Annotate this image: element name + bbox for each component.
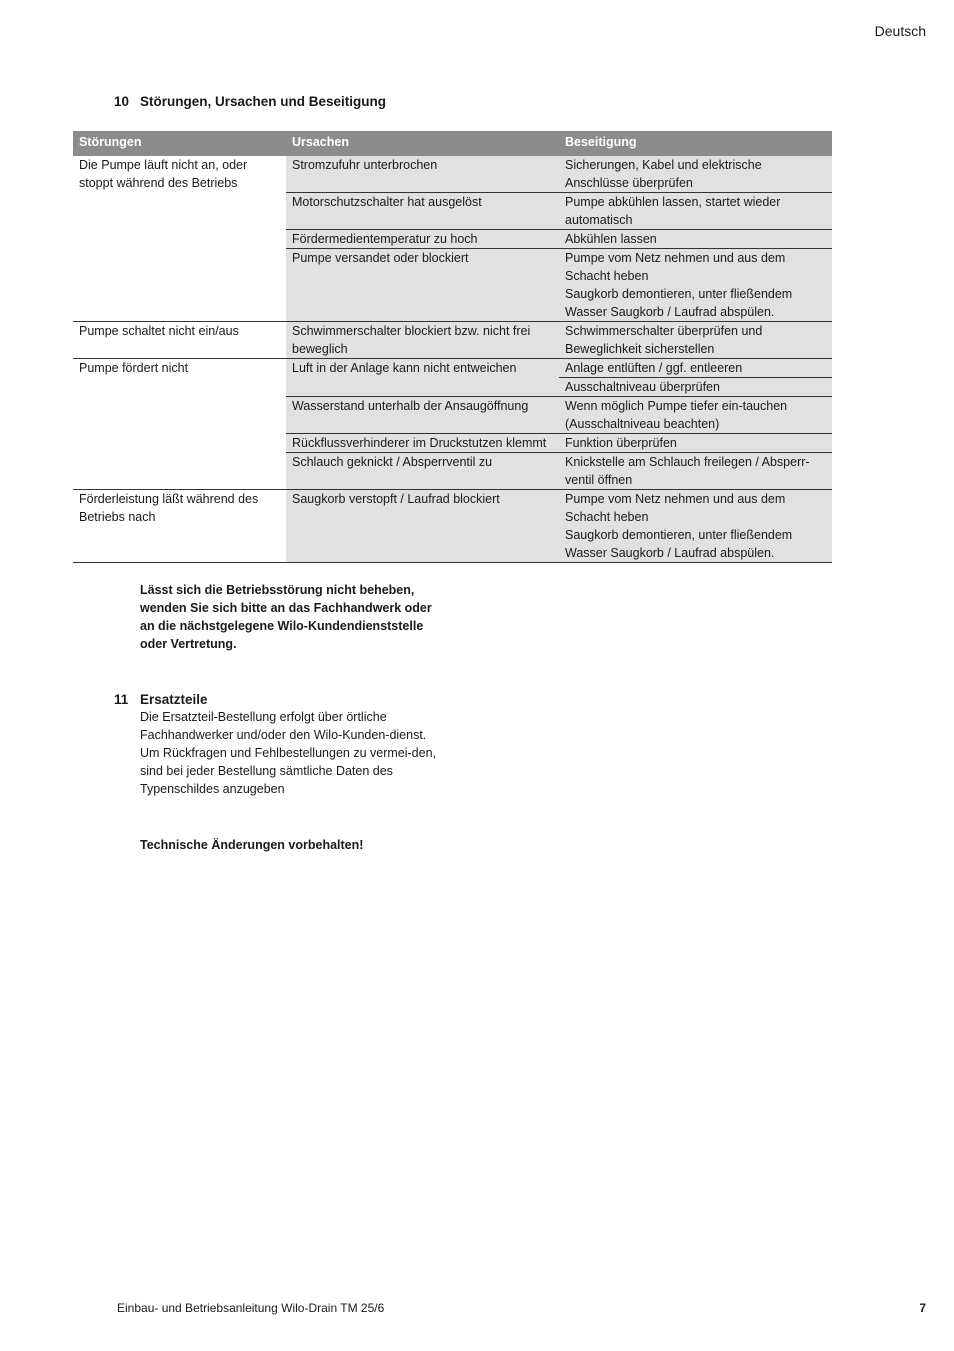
- cause-cell: Schlauch geknickt / Absperrventil zu: [286, 453, 559, 490]
- remedy-cell: [559, 249, 832, 322]
- column-header: Störungen: [73, 131, 286, 156]
- remedy-line: Saugkorb demontieren, unter fließendem Wasser Saugkorb / Laufrad abspülen.: [565, 287, 793, 319]
- remedy-cell: Abkühlen lassen: [559, 230, 832, 249]
- cause-cell: Saugkorb verstopft / Laufrad blockiert: [286, 490, 559, 563]
- cause-cell: Rückflussverhinderer im Druckstutzen klemmt: [286, 434, 559, 453]
- troubleshooting-table: [73, 131, 832, 563]
- technical-changes-note: Technische Änderungen vorbehalten!: [140, 838, 364, 852]
- remedy-cell: Ausschaltniveau überprüfen: [559, 378, 832, 397]
- paragraph: Um Rückfragen und Fehlbestellungen zu vermei-den, sind bei jeder Bestellung sämtliche Daten des Typenschildes anzugeben: [140, 746, 436, 796]
- fault-cell: Die Pumpe läuft nicht an, oder stoppt während des Betriebs: [73, 156, 286, 322]
- remedy-cell: Schwimmerschalter überprüfen und Beweglichkeit sicherstellen: [559, 322, 832, 359]
- column-header: Beseitigung: [559, 131, 832, 156]
- remedy-cell: Sicherungen, Kabel und elektrische Anschlüsse überprüfen: [559, 156, 832, 193]
- fault-cell: Pumpe fördert nicht: [73, 359, 286, 490]
- remedy-cell: Pumpe abkühlen lassen, startet wieder automatisch: [559, 193, 832, 230]
- section-number: 11: [114, 692, 129, 707]
- spare-parts-text: [140, 708, 440, 798]
- column-header: Ursachen: [286, 131, 559, 156]
- remedy-cell: Wenn möglich Pumpe tiefer ein-tauchen (Ausschaltniveau beachten): [559, 397, 832, 434]
- remedy-cell: Funktion überprüfen: [559, 434, 832, 453]
- cause-cell: Schwimmerschalter blockiert bzw. nicht frei beweglich: [286, 322, 559, 359]
- service-note: Lässt sich die Betriebsstörung nicht beheben, wenden Sie sich bitte an das Fachhandwerk oder an die nächstgelegene Wilo-Kundendienststelle oder Vertretung.: [140, 583, 432, 651]
- fault-cell: Pumpe schaltet nicht ein/aus: [73, 322, 286, 359]
- table-row: [73, 322, 832, 359]
- section-10-title: [114, 93, 386, 111]
- table-header-row: [73, 131, 832, 156]
- remedy-line: Saugkorb demontieren, unter fließendem Wasser Saugkorb / Laufrad abspülen.: [565, 528, 793, 560]
- table-row: [73, 359, 832, 378]
- remedy-cell: [559, 490, 832, 563]
- section-title-text: Ersatzteile: [140, 692, 208, 707]
- table-row: [73, 156, 832, 193]
- language-label: Deutsch: [874, 23, 926, 39]
- cause-cell: Wasserstand unterhalb der Ansaugöffnung: [286, 397, 559, 434]
- cause-cell: Motorschutzschalter hat ausgelöst: [286, 193, 559, 230]
- remedy-line: Pumpe vom Netz nehmen und aus dem Schacht heben: [565, 492, 786, 524]
- cause-cell: Pumpe versandet oder blockiert: [286, 249, 559, 322]
- page-number: 7: [919, 1301, 926, 1315]
- section-title-text: Störungen, Ursachen und Beseitigung: [140, 94, 387, 109]
- cause-cell: Luft in der Anlage kann nicht entweichen: [286, 359, 559, 397]
- fault-cell: Förderleistung läßt während des Betriebs nach: [73, 490, 286, 563]
- section-11-title: [114, 691, 208, 709]
- cause-cell: Fördermedientemperatur zu hoch: [286, 230, 559, 249]
- section-number: 10: [114, 94, 130, 109]
- table-row: [73, 490, 832, 563]
- footer-document-title: Einbau- und Betriebsanleitung Wilo-Drain TM 25/6: [117, 1301, 385, 1315]
- remedy-cell: Anlage entlüften / ggf. entleeren: [559, 359, 832, 378]
- remedy-cell: Knickstelle am Schlauch freilegen / Absperr-ventil öffnen: [559, 453, 832, 490]
- cause-cell: Stromzufuhr unterbrochen: [286, 156, 559, 193]
- remedy-line: Pumpe vom Netz nehmen und aus dem Schacht heben: [565, 251, 786, 283]
- paragraph: Die Ersatzteil-Bestellung erfolgt über örtliche Fachhandwerker und/oder den Wilo-Kunden-dienst.: [140, 710, 427, 742]
